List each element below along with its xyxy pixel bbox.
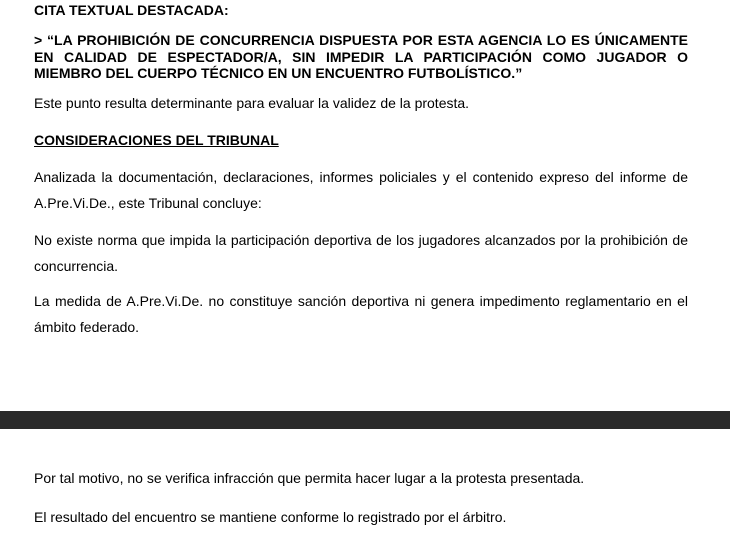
heading-consideraciones: CONSIDERACIONES DEL TRIBUNAL (34, 132, 279, 148)
paragraph-analisis: Analizada la documentación, declaraciones, informes policiales y el contenido expreso del informe de A.Pre.Vi.De., este Tribunal concluye: (34, 169, 688, 211)
heading-cita-textual: CITA TEXTUAL DESTACADA: (34, 2, 229, 18)
paragraph-norma: No existe norma que impida la participación deportiva de los jugadores alcanzados por la prohibición de concurrencia. (34, 232, 688, 274)
highlighted-quote: > “LA PROHIBICIÓN DE CONCURRENCIA DISPUESTA POR ESTA AGENCIA LO ES ÚNICAMENTE EN CALIDAD DE ESPECTADOR/A, SIN IMPEDIR LA PARTICIPACIÓN COMO JUGADOR O MIEMBRO DEL CUERPO TÉCNICO EN UN ENCUENTRO FUTBOLÍSTICO.” (34, 32, 688, 81)
page-break-divider (0, 411, 730, 429)
paragraph-resultado: El resultado del encuentro se mantiene conforme lo registrado por el árbitro. (34, 509, 507, 525)
paragraph-motivo: Por tal motivo, no se verifica infracción que permita hacer lugar a la protesta presentada. (34, 470, 585, 486)
paragraph-medida: La medida de A.Pre.Vi.De. no constituye sanción deportiva ni genera impedimento reglamentario en el ámbito federado. (34, 293, 688, 335)
quote-note: Este punto resulta determinante para evaluar la validez de la protesta. (34, 95, 470, 111)
